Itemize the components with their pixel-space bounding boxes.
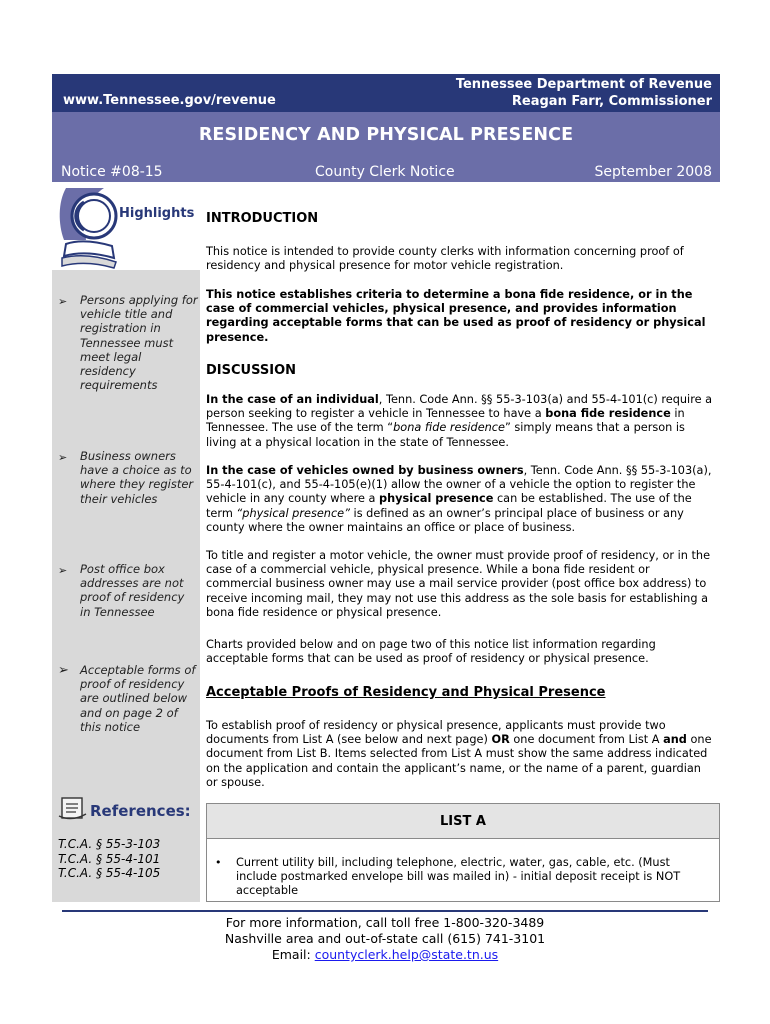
page-title: RESIDENCY AND PHYSICAL PRESENCE bbox=[198, 125, 574, 145]
arrow-bullet-icon: ➢ bbox=[58, 451, 68, 464]
arrow-bullet-icon: ➢ bbox=[58, 663, 69, 678]
highlight-item: Acceptable forms of proof of residency are outlined below and on page 2 of this notice bbox=[80, 663, 196, 734]
intro-bold-paragraph: This notice establishes criteria to determine a bona fide residence, or in the case of commercial vehicles, physical presence, and provides information regarding acceptable forms that can be used as proof of residency or physical presence. bbox=[206, 288, 706, 344]
list-a-title: LIST A bbox=[207, 804, 719, 839]
registration-paragraph: To title and register a motor vehicle, the owner must provide proof of residency, or in the case of a commercial vehicle, physical presence. While a bona fide resident or commercial business owner may use a mail service provider (post office box address) to receive incoming mail, they may not use this address as the sole basis for establishing a bona fide residence or physical presence. bbox=[206, 549, 711, 619]
department-block bbox=[456, 76, 712, 110]
header-bar bbox=[52, 74, 720, 112]
footer-local-phone: Nashville area and out-of-state call (615) 741-3101 bbox=[224, 931, 546, 946]
proof-requirements-paragraph: To establish proof of residency or physical presence, applicants must provide two documents from List A (see below and next page) OR one document from List A and one document from List B. Items selected from List A must show the same address indicated on the application and contain the applicant’s name, or the name of a parent, guardian or spouse. bbox=[206, 719, 712, 789]
reference-item: T.C.A. § 55-4-101 bbox=[58, 851, 161, 866]
list-a-table bbox=[206, 803, 720, 902]
sidebar bbox=[52, 182, 200, 902]
reference-item: T.C.A. § 55-3-103 bbox=[58, 837, 161, 851]
bullet-icon: • bbox=[215, 856, 222, 869]
footer-email-line: Email: countyclerk.help@state.tn.us bbox=[271, 947, 499, 962]
document-icon bbox=[58, 796, 88, 822]
intro-paragraph: This notice is intended to provide county clerks with information concerning proof of residency and physical presence for motor vehicle registration. bbox=[206, 245, 684, 273]
footer bbox=[0, 915, 770, 963]
references-label: References: bbox=[90, 802, 191, 820]
footer-divider bbox=[62, 910, 708, 912]
introduction-heading: INTRODUCTION bbox=[206, 211, 319, 226]
notice-type: County Clerk Notice bbox=[315, 164, 455, 180]
highlight-item: Persons applying for vehicle title and registration in Tennessee must meet legal residency requirements bbox=[80, 293, 198, 393]
arrow-bullet-icon: ➢ bbox=[58, 295, 68, 308]
department-name: Tennessee Department of Revenue bbox=[455, 77, 712, 92]
commissioner-name: Reagan Farr, Commissioner bbox=[511, 94, 712, 109]
proofs-heading: Acceptable Proofs of Residency and Physical Presence bbox=[206, 685, 606, 700]
references-list bbox=[58, 837, 160, 881]
title-band bbox=[52, 112, 720, 182]
highlight-item: Business owners have a choice as to where they register their vehicles bbox=[80, 449, 194, 506]
email-link[interactable]: countyclerk.help@state.tn.us bbox=[314, 947, 499, 962]
reference-item: T.C.A. § 55-4-105 bbox=[58, 866, 161, 880]
website-url[interactable]: www.Tennessee.gov/revenue bbox=[63, 93, 276, 108]
highlights-logo-icon bbox=[54, 184, 124, 270]
charts-paragraph: Charts provided below and on page two of this notice list information regarding acceptable forms that can be used as proof of residency or physical presence. bbox=[206, 638, 656, 666]
business-paragraph: In the case of vehicles owned by business owners, Tenn. Code Ann. §§ 55-3-103(a), 55-4-101(c), and 55-4-105(e)(1) allow the owner of a vehicle the option to register the vehicle in any county where a physical presence can be established. The use of the term “physical presence” is defined as an owner’s principal place of business or any county where the owner maintains an office or place of business. bbox=[206, 464, 712, 534]
notice-number: Notice #08-15 bbox=[61, 164, 163, 180]
individual-paragraph: In the case of an individual, Tenn. Code Ann. §§ 55-3-103(a) and 55-4-101(c) require a person seeking to register a vehicle in Tennessee to have a bona fide residence in Tennessee. The use of the term “bona fide residence” simply means that a person is living at a physical location in the state of Tennessee. bbox=[206, 393, 713, 449]
highlights-label: Highlights bbox=[119, 206, 195, 221]
list-a-item: Current utility bill, including telephone, electric, water, gas, cable, etc. (Must include postmarked envelope bill was mailed in) - initial deposit receipt is NOT acceptable bbox=[236, 856, 681, 898]
discussion-heading: DISCUSSION bbox=[206, 363, 296, 378]
notice-date: September 2008 bbox=[594, 164, 712, 180]
highlight-item: Post office box addresses are not proof of residency in Tennessee bbox=[80, 562, 185, 619]
footer-toll-free: For more information, call toll free 1-800-320-3489 bbox=[225, 915, 545, 930]
highlights-logo-panel bbox=[52, 182, 200, 270]
arrow-bullet-icon: ➢ bbox=[58, 564, 68, 577]
